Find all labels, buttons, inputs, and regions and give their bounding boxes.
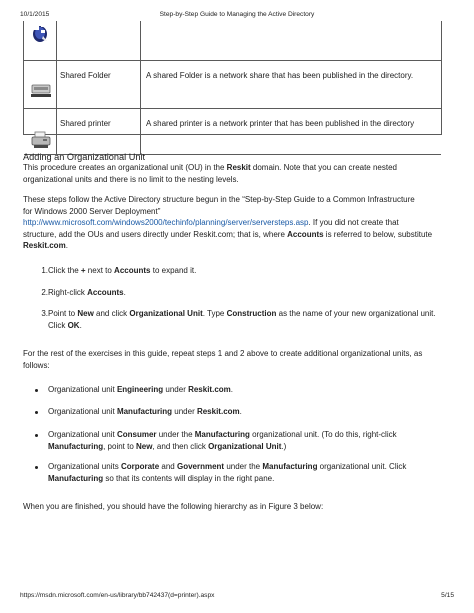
exercise-paragraph: For the rest of the exercises in this guide, repeat steps 1 and 2 above to create additional organizational units, as follows:	[23, 349, 423, 370]
structure-paragraph: These steps follow the Active Directory structure begun in the “Step-by-Step Guide to a Common Infrastructure for Windows 2000 Server Deployment” http://www.microsoft.com/windows2000/techinfo/planning/server/serversteps.asp. If you did not create that structure, add the OUs and users directly under Reskit.com; that is, where Accounts is referred to below, substitute Reskit.com.	[23, 195, 433, 250]
table-row	[24, 109, 441, 155]
page-number: 5/15	[441, 592, 454, 599]
table-cell-icon	[24, 109, 57, 154]
object-type-description: A shared Folder is a network share that has been published in the directory.	[146, 71, 414, 80]
footer-url: https://msdn.microsoft.com/en-us/library/bb742437(d=printer).aspx	[20, 592, 215, 599]
closing-paragraph: When you are finished, you should have the following hierarchy as in Figure 3 below:	[23, 502, 324, 511]
object-type-description: A shared printer is a network printer that has been published in the directory	[146, 119, 415, 128]
print-date: 10/1/2015	[20, 11, 50, 18]
object-type-name: Shared printer	[60, 119, 111, 128]
object-type-name: Shared Folder	[60, 71, 111, 80]
table-cell-name	[56, 21, 141, 60]
active-directory-icon	[31, 23, 49, 48]
table-row	[24, 61, 441, 109]
page-header-title: Step-by-Step Guide to Managing the Active Directory	[159, 11, 315, 18]
table-cell-name	[56, 61, 141, 108]
section-heading: Adding an Organizational Unit	[23, 152, 146, 162]
table-row	[24, 21, 441, 61]
table-cell-icon	[24, 61, 57, 108]
shared-printer-icon	[31, 131, 51, 154]
object-types-table	[23, 21, 442, 135]
serversteps-link[interactable]: http://www.microsoft.com/windows2000/techinfo/planning/server/serversteps.asp	[23, 218, 309, 227]
intro-paragraph: This procedure creates an organizational unit (OU) in the Reskit domain. Note that you can create nested organizational units and there is no limit to the nesting levels.	[23, 163, 397, 184]
table-cell-name	[56, 109, 141, 154]
shared-folder-icon	[31, 83, 51, 104]
table-cell-icon	[24, 21, 57, 60]
